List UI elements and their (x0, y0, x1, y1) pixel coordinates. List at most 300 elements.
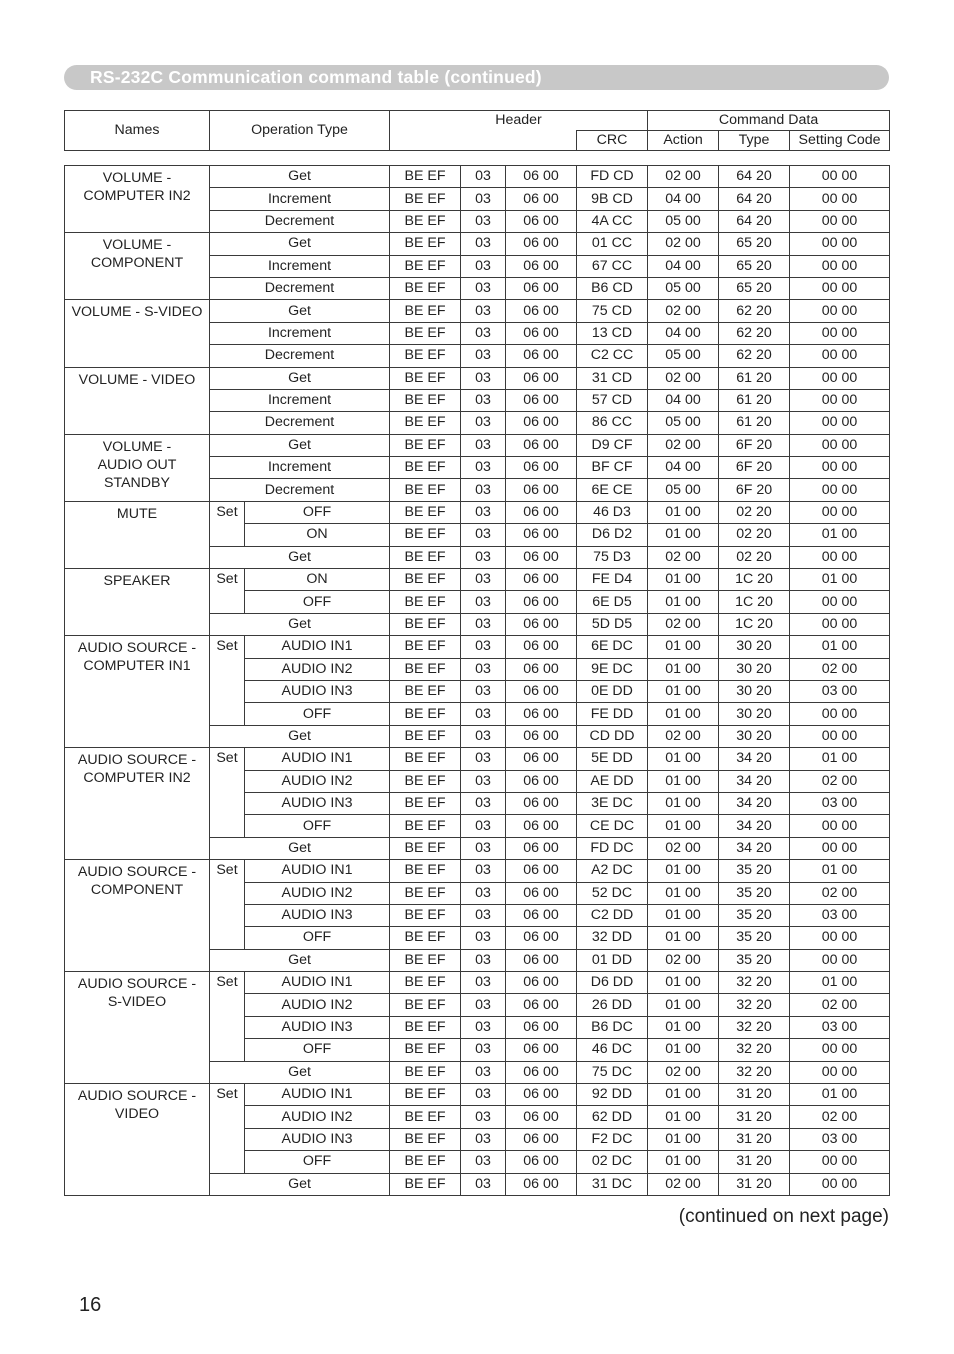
header-03: 03 (461, 210, 506, 232)
action-cell: 01 00 (648, 972, 719, 994)
header-03: 03 (461, 725, 506, 747)
action-cell: 02 00 (648, 367, 719, 389)
header-be-ef: BE EF (390, 994, 461, 1016)
command-name-cell: MUTE (65, 501, 210, 568)
header-be-ef: BE EF (390, 569, 461, 591)
table-row (65, 166, 890, 188)
setting-code-cell: 00 00 (790, 457, 890, 479)
setting-code-cell: 00 00 (790, 210, 890, 232)
command-name-cell: SPEAKER (65, 569, 210, 636)
action-cell: 01 00 (648, 1128, 719, 1150)
type-cell: 31 20 (719, 1128, 790, 1150)
header-03: 03 (461, 613, 506, 635)
crc-cell: 75 DC (577, 1061, 648, 1083)
operation-cell: Increment (210, 457, 390, 479)
col-setting-code-header: Setting Code (790, 131, 890, 151)
crc-cell: CE DC (577, 815, 648, 837)
type-cell: 34 20 (719, 770, 790, 792)
action-cell: 01 00 (648, 680, 719, 702)
table-row (65, 1084, 890, 1106)
action-cell: 02 00 (648, 613, 719, 635)
header-be-ef: BE EF (390, 860, 461, 882)
crc-cell: D6 DD (577, 972, 648, 994)
table-row (65, 636, 890, 658)
header-03: 03 (461, 1039, 506, 1061)
operation-cell: Get (210, 1173, 390, 1195)
header-be-ef: BE EF (390, 1106, 461, 1128)
header-06-00: 06 00 (506, 188, 577, 210)
table-row (65, 569, 890, 591)
header-be-ef: BE EF (390, 1128, 461, 1150)
header-be-ef: BE EF (390, 434, 461, 456)
type-cell: 31 20 (719, 1173, 790, 1195)
header-03: 03 (461, 524, 506, 546)
header-06-00: 06 00 (506, 255, 577, 277)
set-label-cell: Set (210, 1084, 245, 1174)
header-03: 03 (461, 1128, 506, 1150)
crc-cell: 75 CD (577, 300, 648, 322)
command-name-cell: VOLUME - VIDEO (65, 367, 210, 434)
type-cell: 31 20 (719, 1084, 790, 1106)
setting-code-cell: 03 00 (790, 904, 890, 926)
setting-code-cell: 00 00 (790, 703, 890, 725)
operation-cell: Get (210, 300, 390, 322)
header-be-ef: BE EF (390, 815, 461, 837)
type-cell: 35 20 (719, 904, 790, 926)
operation-cell: AUDIO IN1 (245, 972, 390, 994)
action-cell: 02 00 (648, 166, 719, 188)
type-cell: 32 20 (719, 972, 790, 994)
type-cell: 30 20 (719, 680, 790, 702)
header-03: 03 (461, 569, 506, 591)
table-row (65, 367, 890, 389)
header-06-00: 06 00 (506, 345, 577, 367)
type-cell: 6F 20 (719, 457, 790, 479)
header-06-00: 06 00 (506, 1016, 577, 1038)
setting-code-cell: 03 00 (790, 792, 890, 814)
header-06-00: 06 00 (506, 770, 577, 792)
type-cell: 30 20 (719, 703, 790, 725)
header-03: 03 (461, 1016, 506, 1038)
type-cell: 34 20 (719, 815, 790, 837)
header-06-00: 06 00 (506, 703, 577, 725)
action-cell: 01 00 (648, 792, 719, 814)
header-be-ef: BE EF (390, 166, 461, 188)
operation-cell: OFF (245, 591, 390, 613)
header-be-ef: BE EF (390, 591, 461, 613)
header-be-ef: BE EF (390, 1039, 461, 1061)
action-cell: 05 00 (648, 277, 719, 299)
action-cell: 01 00 (648, 658, 719, 680)
header-03: 03 (461, 658, 506, 680)
action-cell: 01 00 (648, 927, 719, 949)
type-cell: 6F 20 (719, 479, 790, 501)
header-06-00: 06 00 (506, 524, 577, 546)
crc-cell: 01 DD (577, 949, 648, 971)
header-03: 03 (461, 994, 506, 1016)
action-cell: 05 00 (648, 479, 719, 501)
operation-cell: OFF (245, 1039, 390, 1061)
header-be-ef: BE EF (390, 546, 461, 568)
crc-cell: 92 DD (577, 1084, 648, 1106)
setting-code-cell: 00 00 (790, 546, 890, 568)
operation-cell: OFF (245, 1151, 390, 1173)
header-be-ef: BE EF (390, 658, 461, 680)
header-06-00: 06 00 (506, 546, 577, 568)
type-cell: 32 20 (719, 1016, 790, 1038)
type-cell: 30 20 (719, 658, 790, 680)
action-cell: 01 00 (648, 591, 719, 613)
header-03: 03 (461, 1151, 506, 1173)
setting-code-cell: 03 00 (790, 1016, 890, 1038)
crc-cell: 4A CC (577, 210, 648, 232)
crc-cell: 57 CD (577, 389, 648, 411)
type-cell: 64 20 (719, 188, 790, 210)
setting-code-cell: 00 00 (790, 815, 890, 837)
header-be-ef: BE EF (390, 210, 461, 232)
command-name-cell: VOLUME - AUDIO OUT STANDBY (65, 434, 210, 501)
header-06-00: 06 00 (506, 904, 577, 926)
operation-cell: Decrement (210, 479, 390, 501)
header-be-ef: BE EF (390, 524, 461, 546)
type-cell: 34 20 (719, 748, 790, 770)
header-03: 03 (461, 815, 506, 837)
setting-code-cell: 00 00 (790, 255, 890, 277)
crc-cell: 0E DD (577, 680, 648, 702)
setting-code-cell: 00 00 (790, 479, 890, 501)
header-03: 03 (461, 770, 506, 792)
header-06-00: 06 00 (506, 1061, 577, 1083)
header-03: 03 (461, 457, 506, 479)
header-03: 03 (461, 501, 506, 523)
col-type-header: Type (719, 131, 790, 151)
operation-cell: AUDIO IN2 (245, 658, 390, 680)
command-name-cell: VOLUME - S-VIDEO (65, 300, 210, 367)
header-06-00: 06 00 (506, 949, 577, 971)
header-06-00: 06 00 (506, 658, 577, 680)
command-name-cell: AUDIO SOURCE - COMPONENT (65, 860, 210, 972)
setting-code-cell: 00 00 (790, 949, 890, 971)
crc-cell: C2 CC (577, 345, 648, 367)
command-name-cell: AUDIO SOURCE - COMPUTER IN2 (65, 748, 210, 860)
setting-code-cell: 02 00 (790, 770, 890, 792)
setting-code-cell: 01 00 (790, 860, 890, 882)
header-be-ef: BE EF (390, 904, 461, 926)
command-name-cell: AUDIO SOURCE - VIDEO (65, 1084, 210, 1196)
header-be-ef: BE EF (390, 233, 461, 255)
header-03: 03 (461, 860, 506, 882)
setting-code-cell: 00 00 (790, 166, 890, 188)
type-cell: 65 20 (719, 277, 790, 299)
header-be-ef: BE EF (390, 949, 461, 971)
operation-cell: Get (210, 166, 390, 188)
setting-code-cell: 00 00 (790, 188, 890, 210)
header-03: 03 (461, 972, 506, 994)
operation-cell: Decrement (210, 345, 390, 367)
crc-cell: 9E DC (577, 658, 648, 680)
col-operation-type-header: Operation Type (210, 111, 390, 151)
header-be-ef: BE EF (390, 725, 461, 747)
action-cell: 02 00 (648, 949, 719, 971)
header-03: 03 (461, 389, 506, 411)
type-cell: 34 20 (719, 792, 790, 814)
operation-cell: AUDIO IN1 (245, 860, 390, 882)
header-be-ef: BE EF (390, 1173, 461, 1195)
operation-cell: Get (210, 949, 390, 971)
header-03: 03 (461, 546, 506, 568)
crc-cell: 01 CC (577, 233, 648, 255)
type-cell: 65 20 (719, 233, 790, 255)
setting-code-cell: 00 00 (790, 725, 890, 747)
header-06-00: 06 00 (506, 210, 577, 232)
header-06-00: 06 00 (506, 322, 577, 344)
crc-cell: 46 D3 (577, 501, 648, 523)
header-be-ef: BE EF (390, 501, 461, 523)
header-06-00: 06 00 (506, 1128, 577, 1150)
crc-cell: AE DD (577, 770, 648, 792)
col-action-header: Action (648, 131, 719, 151)
table-row (65, 434, 890, 456)
header-03: 03 (461, 412, 506, 434)
set-label-cell: Set (210, 972, 245, 1062)
header-spacer (390, 131, 577, 151)
operation-cell: OFF (245, 815, 390, 837)
header-be-ef: BE EF (390, 1016, 461, 1038)
header-03: 03 (461, 1084, 506, 1106)
action-cell: 01 00 (648, 524, 719, 546)
header-be-ef: BE EF (390, 457, 461, 479)
header-03: 03 (461, 255, 506, 277)
header-03: 03 (461, 927, 506, 949)
command-name-cell: VOLUME - COMPUTER IN2 (65, 166, 210, 233)
header-06-00: 06 00 (506, 613, 577, 635)
action-cell: 01 00 (648, 770, 719, 792)
action-cell: 01 00 (648, 994, 719, 1016)
setting-code-cell: 01 00 (790, 1084, 890, 1106)
setting-code-cell: 00 00 (790, 367, 890, 389)
crc-cell: BF CF (577, 457, 648, 479)
operation-cell: Decrement (210, 277, 390, 299)
type-cell: 6F 20 (719, 434, 790, 456)
crc-cell: 6E D5 (577, 591, 648, 613)
crc-cell: CD DD (577, 725, 648, 747)
header-be-ef: BE EF (390, 389, 461, 411)
setting-code-cell: 02 00 (790, 1106, 890, 1128)
crc-cell: 3E DC (577, 792, 648, 814)
setting-code-cell: 00 00 (790, 389, 890, 411)
action-cell: 04 00 (648, 255, 719, 277)
header-06-00: 06 00 (506, 972, 577, 994)
header-03: 03 (461, 322, 506, 344)
type-cell: 61 20 (719, 389, 790, 411)
header-03: 03 (461, 345, 506, 367)
table-header (64, 110, 890, 151)
col-header-header: Header (390, 111, 648, 131)
section-title: RS-232C Communication command table (continued) (90, 67, 542, 87)
header-06-00: 06 00 (506, 860, 577, 882)
crc-cell: 13 CD (577, 322, 648, 344)
operation-cell: Get (210, 233, 390, 255)
operation-cell: Get (210, 613, 390, 635)
action-cell: 02 00 (648, 434, 719, 456)
crc-cell: 6E DC (577, 636, 648, 658)
setting-code-cell: 00 00 (790, 434, 890, 456)
type-cell: 64 20 (719, 210, 790, 232)
table-row (65, 748, 890, 770)
operation-cell: OFF (245, 703, 390, 725)
type-cell: 32 20 (719, 1061, 790, 1083)
setting-code-cell: 00 00 (790, 412, 890, 434)
header-03: 03 (461, 680, 506, 702)
action-cell: 01 00 (648, 860, 719, 882)
action-cell: 02 00 (648, 837, 719, 859)
crc-cell: 52 DC (577, 882, 648, 904)
command-table (64, 165, 890, 1196)
type-cell: 02 20 (719, 524, 790, 546)
header-06-00: 06 00 (506, 501, 577, 523)
header-06-00: 06 00 (506, 1106, 577, 1128)
type-cell: 61 20 (719, 367, 790, 389)
header-03: 03 (461, 277, 506, 299)
header-be-ef: BE EF (390, 837, 461, 859)
header-03: 03 (461, 1173, 506, 1195)
header-06-00: 06 00 (506, 389, 577, 411)
crc-cell: A2 DC (577, 860, 648, 882)
header-06-00: 06 00 (506, 569, 577, 591)
operation-cell: Increment (210, 255, 390, 277)
header-be-ef: BE EF (390, 1151, 461, 1173)
header-be-ef: BE EF (390, 1084, 461, 1106)
header-be-ef: BE EF (390, 927, 461, 949)
header-be-ef: BE EF (390, 703, 461, 725)
header-be-ef: BE EF (390, 770, 461, 792)
operation-cell: AUDIO IN1 (245, 636, 390, 658)
header-06-00: 06 00 (506, 680, 577, 702)
crc-cell: 62 DD (577, 1106, 648, 1128)
type-cell: 62 20 (719, 345, 790, 367)
operation-cell: Get (210, 837, 390, 859)
header-06-00: 06 00 (506, 815, 577, 837)
header-be-ef: BE EF (390, 613, 461, 635)
action-cell: 02 00 (648, 1061, 719, 1083)
command-name-cell: AUDIO SOURCE - COMPUTER IN1 (65, 636, 210, 748)
crc-cell: C2 DD (577, 904, 648, 926)
table-row (65, 501, 890, 523)
type-cell: 30 20 (719, 636, 790, 658)
setting-code-cell: 01 00 (790, 748, 890, 770)
header-03: 03 (461, 949, 506, 971)
crc-cell: FE DD (577, 703, 648, 725)
header-06-00: 06 00 (506, 300, 577, 322)
crc-cell: 67 CC (577, 255, 648, 277)
action-cell: 05 00 (648, 412, 719, 434)
crc-cell: 5E DD (577, 748, 648, 770)
header-06-00: 06 00 (506, 1084, 577, 1106)
type-cell: 34 20 (719, 837, 790, 859)
header-be-ef: BE EF (390, 748, 461, 770)
type-cell: 1C 20 (719, 613, 790, 635)
action-cell: 02 00 (648, 725, 719, 747)
operation-cell: Get (210, 367, 390, 389)
setting-code-cell: 00 00 (790, 1151, 890, 1173)
type-cell: 35 20 (719, 949, 790, 971)
type-cell: 65 20 (719, 255, 790, 277)
action-cell: 05 00 (648, 210, 719, 232)
setting-code-cell: 00 00 (790, 613, 890, 635)
type-cell: 31 20 (719, 1106, 790, 1128)
header-03: 03 (461, 367, 506, 389)
page-number: 16 (79, 1294, 102, 1316)
header-03: 03 (461, 300, 506, 322)
setting-code-cell: 01 00 (790, 972, 890, 994)
operation-cell: ON (245, 524, 390, 546)
operation-cell: Get (210, 725, 390, 747)
type-cell: 62 20 (719, 300, 790, 322)
table-row (65, 972, 890, 994)
header-03: 03 (461, 591, 506, 613)
setting-code-cell: 01 00 (790, 636, 890, 658)
header-06-00: 06 00 (506, 367, 577, 389)
setting-code-cell: 03 00 (790, 1128, 890, 1150)
operation-cell: AUDIO IN1 (245, 748, 390, 770)
type-cell: 31 20 (719, 1151, 790, 1173)
crc-cell: B6 CD (577, 277, 648, 299)
header-06-00: 06 00 (506, 725, 577, 747)
header-be-ef: BE EF (390, 479, 461, 501)
action-cell: 01 00 (648, 1151, 719, 1173)
action-cell: 01 00 (648, 904, 719, 926)
set-label-cell: Set (210, 569, 245, 614)
action-cell: 05 00 (648, 345, 719, 367)
table-row (65, 860, 890, 882)
header-03: 03 (461, 837, 506, 859)
header-be-ef: BE EF (390, 882, 461, 904)
type-cell: 1C 20 (719, 569, 790, 591)
header-03: 03 (461, 792, 506, 814)
header-06-00: 06 00 (506, 479, 577, 501)
type-cell: 35 20 (719, 882, 790, 904)
crc-cell: B6 DC (577, 1016, 648, 1038)
header-03: 03 (461, 166, 506, 188)
type-cell: 64 20 (719, 166, 790, 188)
header-03: 03 (461, 1061, 506, 1083)
action-cell: 02 00 (648, 546, 719, 568)
operation-cell: Get (210, 1061, 390, 1083)
header-be-ef: BE EF (390, 412, 461, 434)
type-cell: 02 20 (719, 546, 790, 568)
table-row (65, 300, 890, 322)
operation-cell: AUDIO IN2 (245, 1106, 390, 1128)
action-cell: 04 00 (648, 457, 719, 479)
action-cell: 01 00 (648, 636, 719, 658)
type-cell: 02 20 (719, 501, 790, 523)
header-03: 03 (461, 188, 506, 210)
setting-code-cell: 03 00 (790, 680, 890, 702)
action-cell: 04 00 (648, 322, 719, 344)
operation-cell: AUDIO IN3 (245, 1128, 390, 1150)
type-cell: 35 20 (719, 860, 790, 882)
operation-cell: AUDIO IN3 (245, 904, 390, 926)
header-be-ef: BE EF (390, 255, 461, 277)
operation-cell: Decrement (210, 412, 390, 434)
crc-cell: 02 DC (577, 1151, 648, 1173)
col-command-data-header: Command Data (648, 111, 890, 131)
type-cell: 30 20 (719, 725, 790, 747)
setting-code-cell: 02 00 (790, 658, 890, 680)
action-cell: 01 00 (648, 703, 719, 725)
header-06-00: 06 00 (506, 166, 577, 188)
header-06-00: 06 00 (506, 882, 577, 904)
